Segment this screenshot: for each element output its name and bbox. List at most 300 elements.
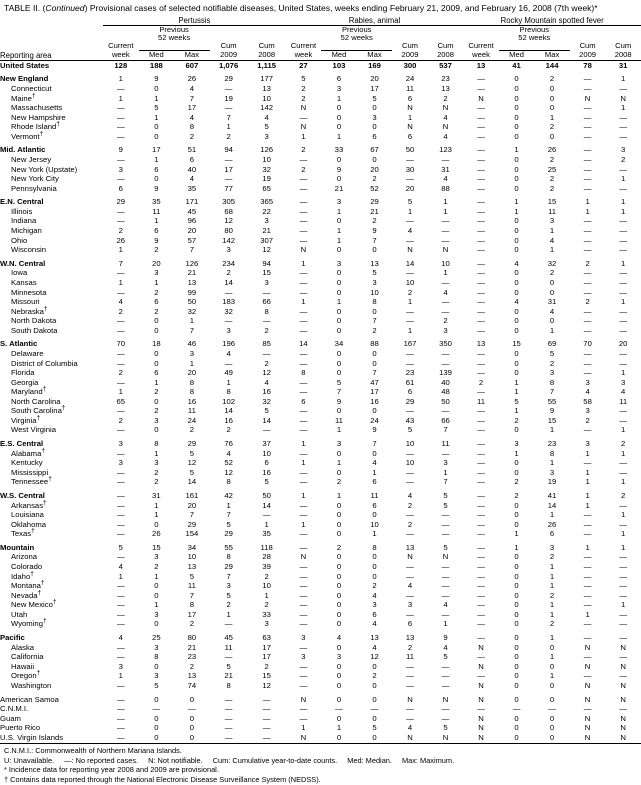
cell-minnesota-10: — [477,287,485,297]
cell-c-n-m-i-10: — [477,704,485,714]
cell-new-jersey-2: 6 [189,155,194,165]
cell-virginia-3: 16 [224,415,233,425]
cell-colorado-12: 1 [549,562,555,572]
cell-c-n-m-i-4: — [262,704,271,714]
cell-guam-1: 0 [154,713,159,723]
cell-alaska-1: 3 [154,642,159,652]
cell-new-york-city-0: — [116,174,125,184]
cell-virginia-1: 3 [154,415,159,425]
cell-w-n-central-2: 126 [185,258,199,268]
cell-tennessee-4: 5 [264,477,269,487]
cell-california-5: 3 [301,652,306,662]
cell-new-mexico-7: 3 [372,600,377,610]
cell-massachusetts-9: N [442,103,449,113]
cell-california-1: 8 [154,652,159,662]
cell-missouri-4: 66 [262,297,271,307]
header-previous-pertussis [139,25,210,42]
cell-maine-12: 0 [549,93,555,103]
cell-u-s-virgin-islands-5: N [300,732,307,742]
cell-arkansas-7: 6 [372,500,377,510]
table-row [0,155,641,165]
table-row [0,572,641,582]
cell-vermont-13: — [583,131,592,141]
cell-minnesota-9: 4 [443,287,448,297]
cell-w-n-central-3: 234 [222,258,236,268]
cell-illinois-0: — [116,206,125,216]
cell-colorado-4: 39 [262,562,271,572]
cell-west-virginia-4: — [262,425,271,435]
cell-oklahoma-1: 0 [154,519,159,529]
cell-nebraska-13: — [583,306,592,316]
cell-american-samoa-4: — [262,694,271,704]
cell-new-hampshire-6: 0 [336,112,342,122]
cell-oklahoma-9: — [441,519,450,529]
row-label-new-york-upstate: New York (Upstate) [11,164,78,174]
cell-e-n-central-11: 1 [514,197,519,207]
cell-connecticut-13: — [583,84,592,93]
cell-pennsylvania-4: 65 [262,183,271,193]
cell-alaska-9: 4 [443,642,448,652]
cell-iowa-1: 3 [154,268,159,278]
cell-oklahoma-4: 1 [264,519,269,529]
cell-delaware-12: 5 [549,348,555,358]
table-row [0,695,641,705]
cell-mid-atlantic-10: — [477,145,485,155]
cell-north-dakota-13: — [583,316,592,326]
cell-nevada-1: 0 [154,590,159,600]
cell-wisconsin-11: 0 [514,245,519,255]
cell-west-virginia-12: 1 [549,425,555,435]
cell-montana-5: — [299,581,308,591]
cell-u-s-virgin-islands-4: — [262,732,271,742]
cell-rhode-island-0: — [116,122,125,132]
cell-hawaii-2: 2 [189,661,194,671]
cell-massachusetts-7: 0 [372,103,377,113]
cell-new-england-2: 26 [187,74,197,84]
cell-vermont-3: 2 [226,131,231,141]
cell-c-n-m-i-9: — [441,704,450,714]
cell-south-dakota-11: 0 [514,325,519,335]
cell-new-hampshire-7: 3 [372,112,377,122]
cell-indiana-5: — [299,216,308,226]
cell-american-samoa-9: N [442,694,449,704]
cell-idaho-0: 1 [118,571,123,581]
cell-pacific-12: 1 [549,633,555,643]
cell-alaska-5: — [299,642,308,652]
header-subhead-row-2 [0,51,641,60]
cell-mississippi-1: 2 [154,467,159,477]
cell-south-carolina-14: — [619,406,628,416]
cell-wyoming-11: 0 [514,619,519,629]
cell-massachusetts-10: — [477,103,485,113]
cell-south-carolina-7: 0 [372,406,377,416]
cell-north-carolina-6: 9 [336,396,342,406]
cell-texas-12: 6 [549,529,555,539]
cell-kansas-2: 13 [187,277,197,287]
cell-mississippi-8: — [406,467,414,477]
cell-north-carolina-1: 0 [154,396,159,406]
cell-pacific-1: 25 [152,633,161,643]
cell-montana-13: — [583,581,592,591]
row-label-new-york-city: New York City [11,174,59,184]
cell-maine-2: 7 [189,93,194,103]
cell-pacific-14: — [619,633,628,643]
table-row [0,543,641,553]
cell-arizona-8: N [407,552,413,562]
cell-colorado-1: 2 [154,562,159,572]
cell-guam-13: N [584,713,591,723]
cell-utah-8: — [406,609,414,619]
table-row [0,60,641,70]
row-label-idaho: Idaho† [11,570,34,581]
cell-district-of-columbia-10: — [477,358,485,368]
cell-alabama-3: 4 [226,448,231,458]
cell-washington-12: 0 [549,680,555,690]
cell-guam-12: 0 [549,713,555,723]
cell-california-14: — [619,652,628,662]
cell-arkansas-10: — [477,500,485,510]
cell-e-s-central-7: 7 [372,439,377,449]
cell-maryland-4: 16 [262,387,271,397]
cell-united-states-7: 169 [368,60,381,70]
cell-alaska-10: N [478,642,484,652]
cell-american-samoa-1: 0 [154,694,159,704]
cell-kansas-13: — [583,277,592,287]
cell-new-england-7: 20 [370,74,379,84]
cell-colorado-3: 29 [224,562,233,572]
cell-alabama-11: 1 [514,448,519,458]
cell-north-carolina-2: 16 [187,396,197,406]
cell-w-s-central-10: — [477,491,485,500]
cell-hawaii-3: 5 [226,661,231,671]
cell-virginia-12: 15 [547,415,557,425]
cell-united-states-10: 13 [476,60,486,70]
cell-s-atlantic-4: 85 [262,339,271,349]
cell-north-carolina-7: 16 [370,396,379,406]
cell-mississippi-3: 12 [224,467,233,477]
cell-alabama-7: 0 [372,448,377,458]
cell-oregon-10: — [477,671,485,681]
row-label-florida: Florida [11,368,35,378]
table-row [0,439,641,449]
cell-new-york-city-1: 0 [154,174,159,184]
cell-michigan-14: — [619,226,628,236]
footnote-cnmi: C.N.M.I.: Commonwealth of Northern Mariana Islands. [4,746,182,756]
cell-minnesota-1: 2 [154,287,159,297]
cell-district-of-columbia-5: — [299,358,308,368]
cell-district-of-columbia-4: 2 [264,358,269,368]
cell-north-carolina-9: 50 [441,396,450,406]
cell-delaware-0: — [116,348,125,358]
cell-louisiana-8: — [406,510,414,520]
cell-new-mexico-5: — [299,600,308,610]
cell-oregon-7: 2 [372,671,377,681]
cell-massachusetts-11: 0 [514,103,519,113]
cell-florida-3: 49 [224,368,233,378]
cell-maryland-12: 7 [549,387,555,397]
cell-indiana-0: — [116,216,125,226]
cell-new-england-8: 24 [405,74,415,84]
cell-massachusetts-12: 0 [549,103,555,113]
cell-pennsylvania-10: — [477,183,485,193]
cell-kansas-1: 1 [154,277,159,287]
cell-w-n-central-11: 4 [514,258,519,268]
cell-north-dakota-9: 2 [443,316,448,326]
header-max-rabies: Max [367,50,382,60]
cell-mid-atlantic-9: 123 [439,145,452,155]
cell-c-n-m-i-0: — [116,704,125,714]
cell-mid-atlantic-6: 33 [334,145,344,155]
cell-u-s-virgin-islands-0: — [116,732,125,742]
cell-pennsylvania-14: — [619,183,628,193]
cell-maine-1: 1 [154,93,159,103]
cell-georgia-13: 3 [585,377,590,387]
cell-south-carolina-12: 9 [549,406,555,416]
cell-nebraska-8: — [406,306,414,316]
cell-arkansas-13: 1 [585,500,590,510]
cell-s-atlantic-14: 20 [618,339,628,349]
cell-mountain-3: 55 [224,542,233,552]
cell-utah-14: — [619,609,628,619]
cell-united-states-6: 103 [332,60,346,70]
cell-new-england-4: 177 [260,74,274,84]
cell-new-jersey-0: — [116,155,125,165]
cell-arizona-6: 0 [336,552,342,562]
table-row [0,458,641,468]
cell-wisconsin-14: — [619,245,628,255]
cell-missouri-7: 8 [372,297,377,307]
cell-delaware-3: 4 [226,348,231,358]
cell-illinois-1: 11 [152,206,161,216]
cell-maine-3: 19 [224,93,233,103]
cell-arizona-2: 10 [187,552,197,562]
cell-nevada-14: — [619,590,628,600]
cell-e-n-central-0: 29 [116,197,126,207]
cell-georgia-2: 8 [189,377,194,387]
cell-c-n-m-i-6: — [335,704,343,714]
cell-vermont-5: 1 [301,131,306,141]
table-row [0,113,641,123]
header-year-pertussis-2008: 2008 [258,50,276,60]
cell-c-n-m-i-2: — [188,704,196,714]
cell-louisiana-0: — [116,510,125,520]
row-label-california: California [11,652,44,662]
cell-iowa-0: — [116,268,125,278]
cell-minnesota-13: — [583,287,592,297]
cell-kansas-12: 0 [549,277,555,287]
header-week-rabies: week [294,50,313,60]
cell-puerto-rico-11: 0 [514,723,519,733]
cell-s-atlantic-10: 13 [476,339,486,349]
cell-south-carolina-13: 3 [585,406,590,416]
table-row [0,652,641,662]
cell-virginia-5: — [299,415,308,425]
header-week-pertussis: week [111,50,130,60]
cell-united-states-13: 78 [583,60,592,70]
cell-washington-13: N [584,680,591,690]
cell-new-mexico-13: — [583,600,592,610]
cell-delaware-8: — [406,348,414,358]
cell-oklahoma-3: 5 [226,519,231,529]
cell-mountain-0: 5 [118,542,123,552]
cell-tennessee-2: 14 [187,477,197,487]
cell-pacific-13: — [583,633,592,643]
cell-nevada-3: 5 [226,590,231,600]
cell-u-s-virgin-islands-9: N [442,732,449,742]
cell-e-n-central-10: — [477,197,485,207]
row-label-american-samoa: American Samoa [0,694,59,704]
cell-oregon-8: — [406,671,414,681]
cell-indiana-8: — [406,216,414,226]
cell-new-hampshire-2: 4 [189,112,194,122]
table-row [0,477,641,487]
cell-vermont-0: — [116,131,125,141]
header-previous-label-2: Previous [341,24,372,34]
cell-north-dakota-3: — [224,316,233,326]
cell-utah-2: 17 [187,609,197,619]
cell-wisconsin-10: — [477,245,485,255]
cell-mid-atlantic-7: 67 [370,145,379,155]
cell-north-carolina-11: 5 [514,396,519,406]
cell-idaho-12: 1 [549,571,555,581]
cell-kentucky-8: 10 [405,458,415,468]
cell-district-of-columbia-1: 0 [154,358,159,368]
cell-vermont-1: 0 [154,131,159,141]
cell-c-n-m-i-7: — [370,704,379,714]
cell-indiana-11: 0 [514,216,519,226]
cell-rhode-island-2: 8 [189,122,194,132]
cell-oklahoma-12: 26 [547,519,557,529]
cell-colorado-6: 0 [336,562,342,572]
cell-nevada-8: — [406,590,414,600]
cell-alaska-0: — [116,642,125,652]
cell-kansas-5: — [299,277,308,287]
cell-utah-6: 0 [336,609,342,619]
legend-cum: Cum: Cumulative year-to-date counts. [212,755,338,765]
cell-arkansas-0: — [116,500,125,510]
cell-s-atlantic-3: 196 [222,339,236,349]
cell-vermont-11: 0 [514,131,519,141]
cell-nevada-9: — [441,590,450,600]
cell-south-dakota-3: 3 [226,325,231,335]
cell-west-virginia-2: 2 [189,425,194,435]
row-label-hawaii: Hawaii [11,661,35,671]
cell-missouri-6: 1 [336,297,342,307]
header-current-rabies: Current [290,41,317,51]
cell-w-n-central-1: 20 [152,258,161,268]
cell-oklahoma-14: — [619,519,628,529]
cell-u-s-virgin-islands-11: 0 [514,732,519,742]
cell-georgia-12: 8 [549,377,555,387]
row-label-new-mexico: New Mexico† [11,598,57,610]
cell-minnesota-8: 2 [407,287,413,297]
cell-connecticut-4: 13 [262,84,271,93]
cell-kansas-7: 3 [372,277,377,287]
cell-maine-6: 1 [336,93,342,103]
cell-louisiana-12: 1 [549,510,555,520]
cell-tennessee-6: 2 [336,477,342,487]
row-label-ohio: Ohio [11,235,28,245]
cell-indiana-4: 3 [264,216,269,226]
cell-utah-3: 1 [226,609,231,619]
cell-district-of-columbia-14: — [619,358,628,368]
cell-w-n-central-5: 1 [301,258,306,268]
cell-south-dakota-10: — [477,325,485,335]
header-52weeks-label-2: 52 weeks [340,32,373,42]
cell-tennessee-11: 2 [514,477,519,487]
row-label-south-carolina: South Carolina† [11,404,66,416]
cell-connecticut-1: 0 [154,84,159,93]
cell-montana-11: 0 [514,581,519,591]
cell-montana-3: 3 [226,581,231,591]
cell-kansas-14: — [619,277,628,287]
cell-maine-7: 5 [372,93,377,103]
cell-utah-7: 6 [372,609,377,619]
cell-north-dakota-0: — [116,316,125,326]
cell-iowa-2: 21 [187,268,197,278]
cell-new-york-city-2: 4 [189,174,194,184]
row-label-north-carolina: North Carolina [11,396,61,406]
cell-alabama-13: 1 [585,448,590,458]
cell-new-york-city-4: 19 [262,174,271,184]
cell-american-samoa-2: 0 [189,694,194,704]
cell-hawaii-1: 0 [154,661,159,671]
cell-rhode-island-9: N [442,122,449,132]
cell-puerto-rico-9: 5 [443,723,448,733]
cell-new-hampshire-13: — [583,112,592,122]
row-label-massachusetts: Massachusetts [11,103,63,113]
cell-north-dakota-14: — [619,316,628,326]
cell-wisconsin-0: 1 [118,245,123,255]
cell-kentucky-11: 0 [514,458,519,468]
cell-ohio-14: — [619,235,628,245]
cell-washington-14: N [620,680,626,690]
table-row [0,216,641,226]
cell-maryland-0: 1 [118,387,123,397]
cell-nebraska-5: — [299,306,308,316]
cell-south-carolina-1: 2 [154,406,159,416]
cell-illinois-8: 1 [407,206,413,216]
header-max-rmsf: Max [544,50,560,60]
row-label-connecticut: Connecticut [11,84,52,93]
cell-utah-13: 1 [585,609,590,619]
cell-mountain-14: 1 [621,542,626,552]
cell-iowa-10: — [477,268,485,278]
cell-pennsylvania-0: 6 [118,183,123,193]
cell-west-virginia-11: 0 [514,425,519,435]
cell-west-virginia-13: — [583,425,592,435]
cell-united-states-8: 300 [403,60,417,70]
cell-iowa-12: 2 [549,268,555,278]
cell-new-mexico-0: — [116,600,125,610]
cell-pacific-11: 0 [514,633,519,643]
cell-vermont-10: — [477,131,485,141]
cell-nebraska-1: 2 [154,306,159,316]
cell-nevada-2: 7 [189,590,194,600]
cell-district-of-columbia-13: — [583,358,592,368]
cell-maryland-1: 2 [154,387,159,397]
row-label-mid-atlantic: Mid. Atlantic [0,145,46,155]
cell-kentucky-1: 3 [154,458,159,468]
cell-united-states-2: 607 [185,60,199,70]
cell-maryland-2: 8 [189,387,194,397]
cell-washington-9: — [441,680,450,690]
cell-idaho-2: 5 [189,571,194,581]
cell-e-n-central-13: 1 [585,197,590,207]
cell-texas-14: 1 [621,529,626,539]
cell-kentucky-4: 6 [264,458,269,468]
cell-c-n-m-i-14: — [619,704,628,714]
